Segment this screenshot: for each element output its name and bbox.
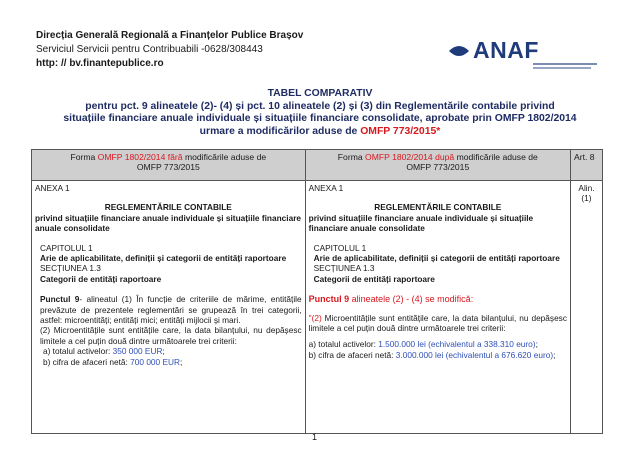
section-label: SECȚIUNEA 1.3	[313, 263, 375, 274]
article-paragraph: Alin. (1)	[578, 183, 595, 204]
website-url: http: // bv.finantepublice.ro	[36, 58, 164, 69]
criterion-end: ;	[553, 349, 556, 360]
criterion-value: 700 000 EUR	[130, 356, 180, 367]
criterion-a	[35, 346, 302, 356]
chapter-label: CAPITOLUL 1	[40, 242, 93, 253]
criterion-b	[35, 357, 302, 367]
header-text: modificările aduse de	[182, 152, 267, 162]
annex-label: ANEXA 1	[308, 183, 344, 193]
anaf-logo	[447, 37, 601, 71]
cell-after	[305, 181, 570, 434]
header-red-text: OMFP 1802/2014 fără	[97, 152, 183, 162]
regulation-subtitle: privind situațiile financiare anuale individuale și situațiile financiare anuale consolidate	[35, 212, 302, 234]
criterion-label: b) cifra de afaceri netă:	[308, 349, 396, 360]
chapter-title: Arie de aplicabilitate, definiții și categorii de entități raportoare	[313, 253, 560, 264]
col-header-after	[305, 150, 570, 181]
point-9-paragraph	[309, 294, 567, 304]
annex-label: ANEXA 1	[35, 183, 70, 193]
point-text: - alineatul (1) În funcție de criteriile de mărime, entitățile prevăzute de prezentele reglementări se grupează în trei categorii, astfel: microentități; entități mici; entități mijlocii și mari.	[40, 294, 302, 326]
table-row	[32, 181, 603, 434]
page-number: 1	[312, 432, 318, 442]
regulation-heading: REGLEMENTĂRILE CONTABILE	[374, 202, 502, 213]
section-title: Categorii de entități raportoare	[313, 273, 435, 284]
regulation-heading: REGLEMENTĂRILE CONTABILE	[104, 202, 232, 213]
title-line: TABEL COMPARATIV	[267, 88, 373, 99]
document-title	[30, 88, 610, 138]
paragraph-2	[309, 313, 567, 334]
service-phone: Serviciul Servicii pentru Contribuabili -0628/308443	[36, 44, 263, 55]
cell-article	[570, 181, 602, 434]
document-header	[36, 29, 303, 71]
criterion-end: ;	[162, 346, 165, 357]
criterion-value: 3.000.000 lei (echivalentul a 676.620 euro)	[395, 349, 554, 360]
point-9-paragraph	[35, 294, 302, 325]
chapter-label: CAPITOLUL 1	[313, 242, 367, 253]
title-omfp-red: OMFP 773/2015*	[360, 125, 441, 137]
header-text: OMFP 773/2015	[406, 162, 470, 173]
section-label: SECȚIUNEA 1.3	[40, 263, 101, 274]
criterion-value: 350 000 EUR	[112, 346, 163, 357]
criterion-value: 1.500.000 lei (echivalentul a 338.310 euro)	[378, 339, 536, 350]
comparison-table	[31, 149, 603, 434]
criterion-a	[309, 339, 567, 349]
col-header-before	[32, 150, 306, 181]
header-text: OMFP 773/2015	[136, 162, 200, 173]
col-header-article: Art. 8	[570, 150, 602, 181]
header-red-text: OMFP 1802/2014 după	[365, 152, 455, 162]
title-line: pentru pct. 9 alineatele (2)- (4) și pct. 10 alineatele (2) și (3) din Reglementările contabile privind	[85, 100, 555, 112]
criterion-end: ;	[535, 339, 538, 350]
criterion-end: ;	[180, 356, 183, 367]
criterion-label: a) totalul activelor:	[43, 346, 113, 357]
chapter-title: Arie de aplicabilitate, definiții și categorii de entități raportoare	[40, 253, 287, 264]
paragraph-text: Microentitățile sunt entitățile care, la data bilanțului, nu depășesc limitele a cel puțin două dintre următoarele trei criterii:	[308, 312, 567, 334]
point-label: Punctul 9	[40, 294, 80, 305]
header-text: modificările aduse de	[454, 152, 538, 162]
header-text: Forma	[337, 152, 366, 162]
title-text: urmare a modificărilor aduse de	[199, 125, 361, 137]
institution-name: Direcția Generală Regională a Finanțelor Publice Brașov	[36, 30, 304, 41]
criterion-label: b) cifra de afaceri netă:	[43, 356, 131, 367]
header-text: Forma	[70, 152, 98, 162]
table-header-row	[32, 150, 603, 181]
logo-subline	[533, 63, 597, 65]
point-text: alineatele (2) - (4) se modifică:	[349, 294, 474, 305]
section-title: Categorii de entități raportoare	[40, 273, 162, 284]
point-label: Punctul 9	[308, 294, 350, 305]
criterion-b	[309, 350, 567, 360]
title-line	[30, 126, 610, 139]
cell-before	[32, 181, 306, 434]
title-line: situațiile financiare anuale individuale și situațiile financiare consolidate, aprobate prin OMFP 1802/2014	[63, 113, 577, 124]
logo-text: ANAF	[473, 37, 539, 63]
criterion-label: a) totalul activelor:	[308, 339, 379, 350]
logo-subline	[533, 67, 591, 69]
paragraph-2: (2) Microentitățile sunt entitățile care, la data bilanțului, nu depășesc limitele a cel puțin două dintre următoarele trei criterii:	[40, 325, 302, 346]
anaf-emblem-icon	[447, 41, 471, 61]
regulation-subtitle: privind situațiile financiare anuale individuale și situațiile financiare anuale consolidate	[308, 212, 534, 234]
paragraph-number: "(2)	[308, 312, 322, 323]
